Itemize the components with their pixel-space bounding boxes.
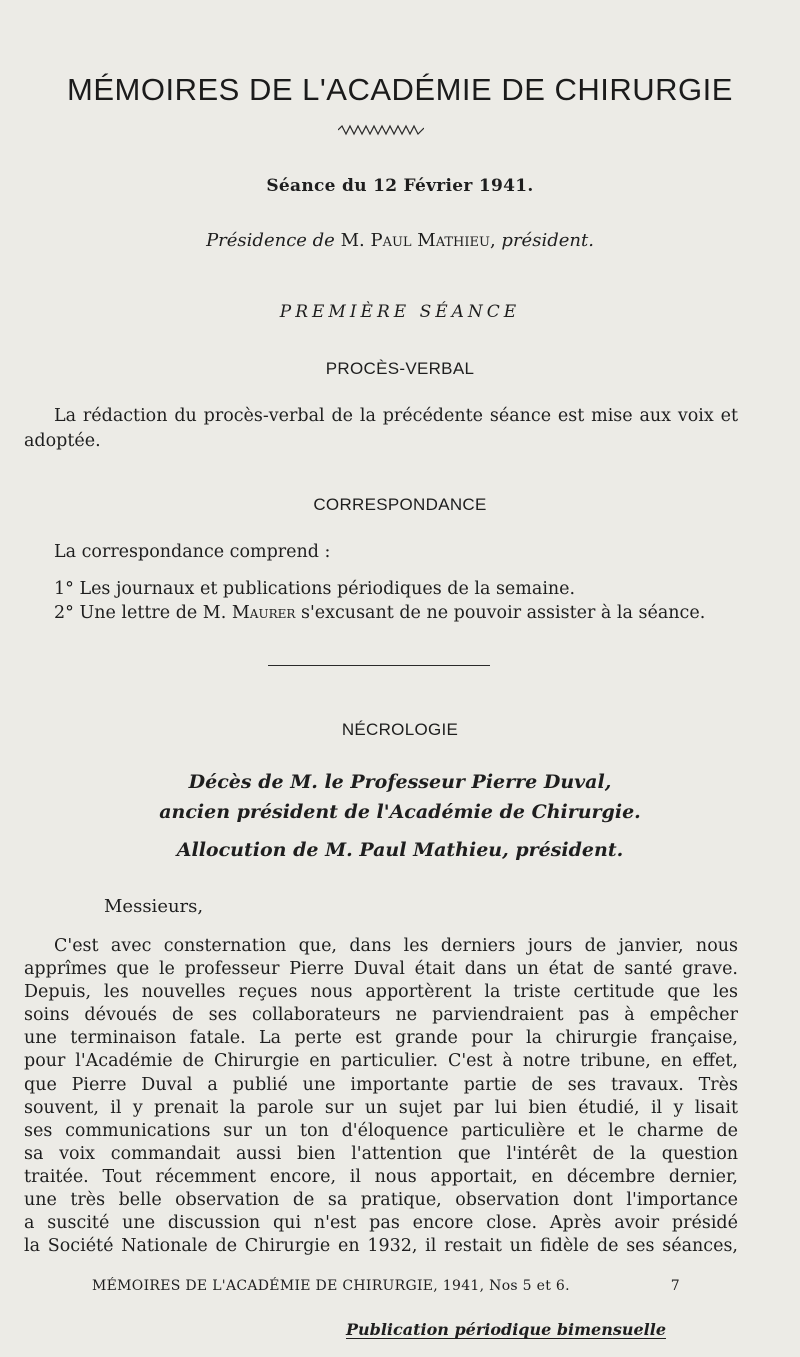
body-line: ses communications sur un ton d'éloquence particulière et le charme de bbox=[24, 1120, 738, 1141]
necrologie-title-line-3: Allocution de M. Paul Mathieu, président. bbox=[176, 839, 624, 861]
president-name: Paul Mathieu, bbox=[370, 230, 496, 251]
necrologie-title-line-2: ancien président de l'Académie de Chirurgie. bbox=[159, 801, 641, 823]
body-line: soins dévoués de ses collaborateurs ne parviendraient pas à empêcher bbox=[24, 1005, 738, 1026]
item2-prefix: 2° Une lettre de M. bbox=[54, 603, 227, 623]
proces-verbal-text: La rédaction du procès-verbal de la précédente séance est mise aux voix et adoptée. bbox=[24, 406, 738, 451]
journal-title: MÉMOIRES DE L'ACADÉMIE DE CHIRURGIE bbox=[67, 72, 733, 107]
correspondance-item-1: 1° Les journaux et publications périodiques de la semaine. bbox=[54, 579, 576, 599]
correspondance-intro: La correspondance comprend : bbox=[54, 542, 331, 562]
running-title: MÉMOIRES DE L'ACADÉMIE DE CHIRURGIE, 1941, Nos 5 et 6. bbox=[92, 1278, 570, 1294]
body-line: traitée. Tout récemment encore, il nous apportait, en décembre dernier, bbox=[24, 1166, 738, 1187]
presidence-suffix: président. bbox=[501, 230, 594, 251]
body-line: une très belle observation de sa pratique, observation dont l'importance bbox=[24, 1190, 738, 1211]
running-footer bbox=[92, 1278, 680, 1294]
page-number: 7 bbox=[670, 1278, 680, 1294]
salutation: Messieurs, bbox=[104, 896, 204, 917]
item2-suffix: s'excusant de ne pouvoir assister à la séance. bbox=[300, 603, 706, 623]
body-line: souvent, il y prenait la parole sur un sujet par lui bien étudié, il y lisait bbox=[24, 1097, 738, 1118]
presidence-prefix: Présidence de bbox=[206, 230, 335, 251]
body-line: C'est avec consternation que, dans les derniers jours de janvier, nous bbox=[54, 936, 738, 956]
body-line: a suscité une discussion qui n'est pas encore close. Après avoir présidé bbox=[24, 1213, 738, 1234]
presidence-m: M. bbox=[340, 230, 365, 251]
wavy-ornament bbox=[338, 124, 424, 136]
body-line: pour l'Académie de Chirurgie en particulier. C'est à notre tribune, en effet, bbox=[24, 1051, 738, 1072]
body-line: une terminaison fatale. La perte est grande pour la chirurgie française, bbox=[24, 1028, 738, 1049]
section-divider bbox=[268, 665, 490, 666]
body-line: la Société Nationale de Chirurgie en 1932, il restait un fidèle de ses séances, bbox=[24, 1236, 738, 1257]
necrologie-heading: NÉCROLOGIE bbox=[341, 720, 459, 739]
presidence-line bbox=[0, 230, 800, 251]
correspondance-heading: CORRESPONDANCE bbox=[313, 495, 487, 514]
eulogy-body bbox=[24, 935, 738, 1258]
session-label: PREMIÈRE SÉANCE bbox=[279, 302, 521, 322]
necrologie-title-line-1: Décès de M. le Professeur Pierre Duval, bbox=[188, 771, 612, 793]
body-line: que Pierre Duval a publié une importante partie de ses travaux. Très bbox=[24, 1074, 738, 1095]
body-line: sa voix commandait aussi bien l'attention que l'intérêt de la question bbox=[24, 1143, 738, 1164]
proces-verbal-heading: PROCÈS-VERBAL bbox=[325, 359, 475, 378]
session-date: Séance du 12 Février 1941. bbox=[266, 176, 534, 196]
item2-name: Maurer bbox=[231, 603, 296, 623]
publication-note: Publication périodique bimensuelle bbox=[346, 1320, 667, 1339]
body-line: apprîmes que le professeur Pierre Duval était dans un état de santé grave. bbox=[24, 959, 738, 980]
correspondance-item-2 bbox=[24, 601, 738, 626]
body-line: Depuis, les nouvelles reçues nous apportèrent la triste certitude que les bbox=[24, 982, 738, 1003]
